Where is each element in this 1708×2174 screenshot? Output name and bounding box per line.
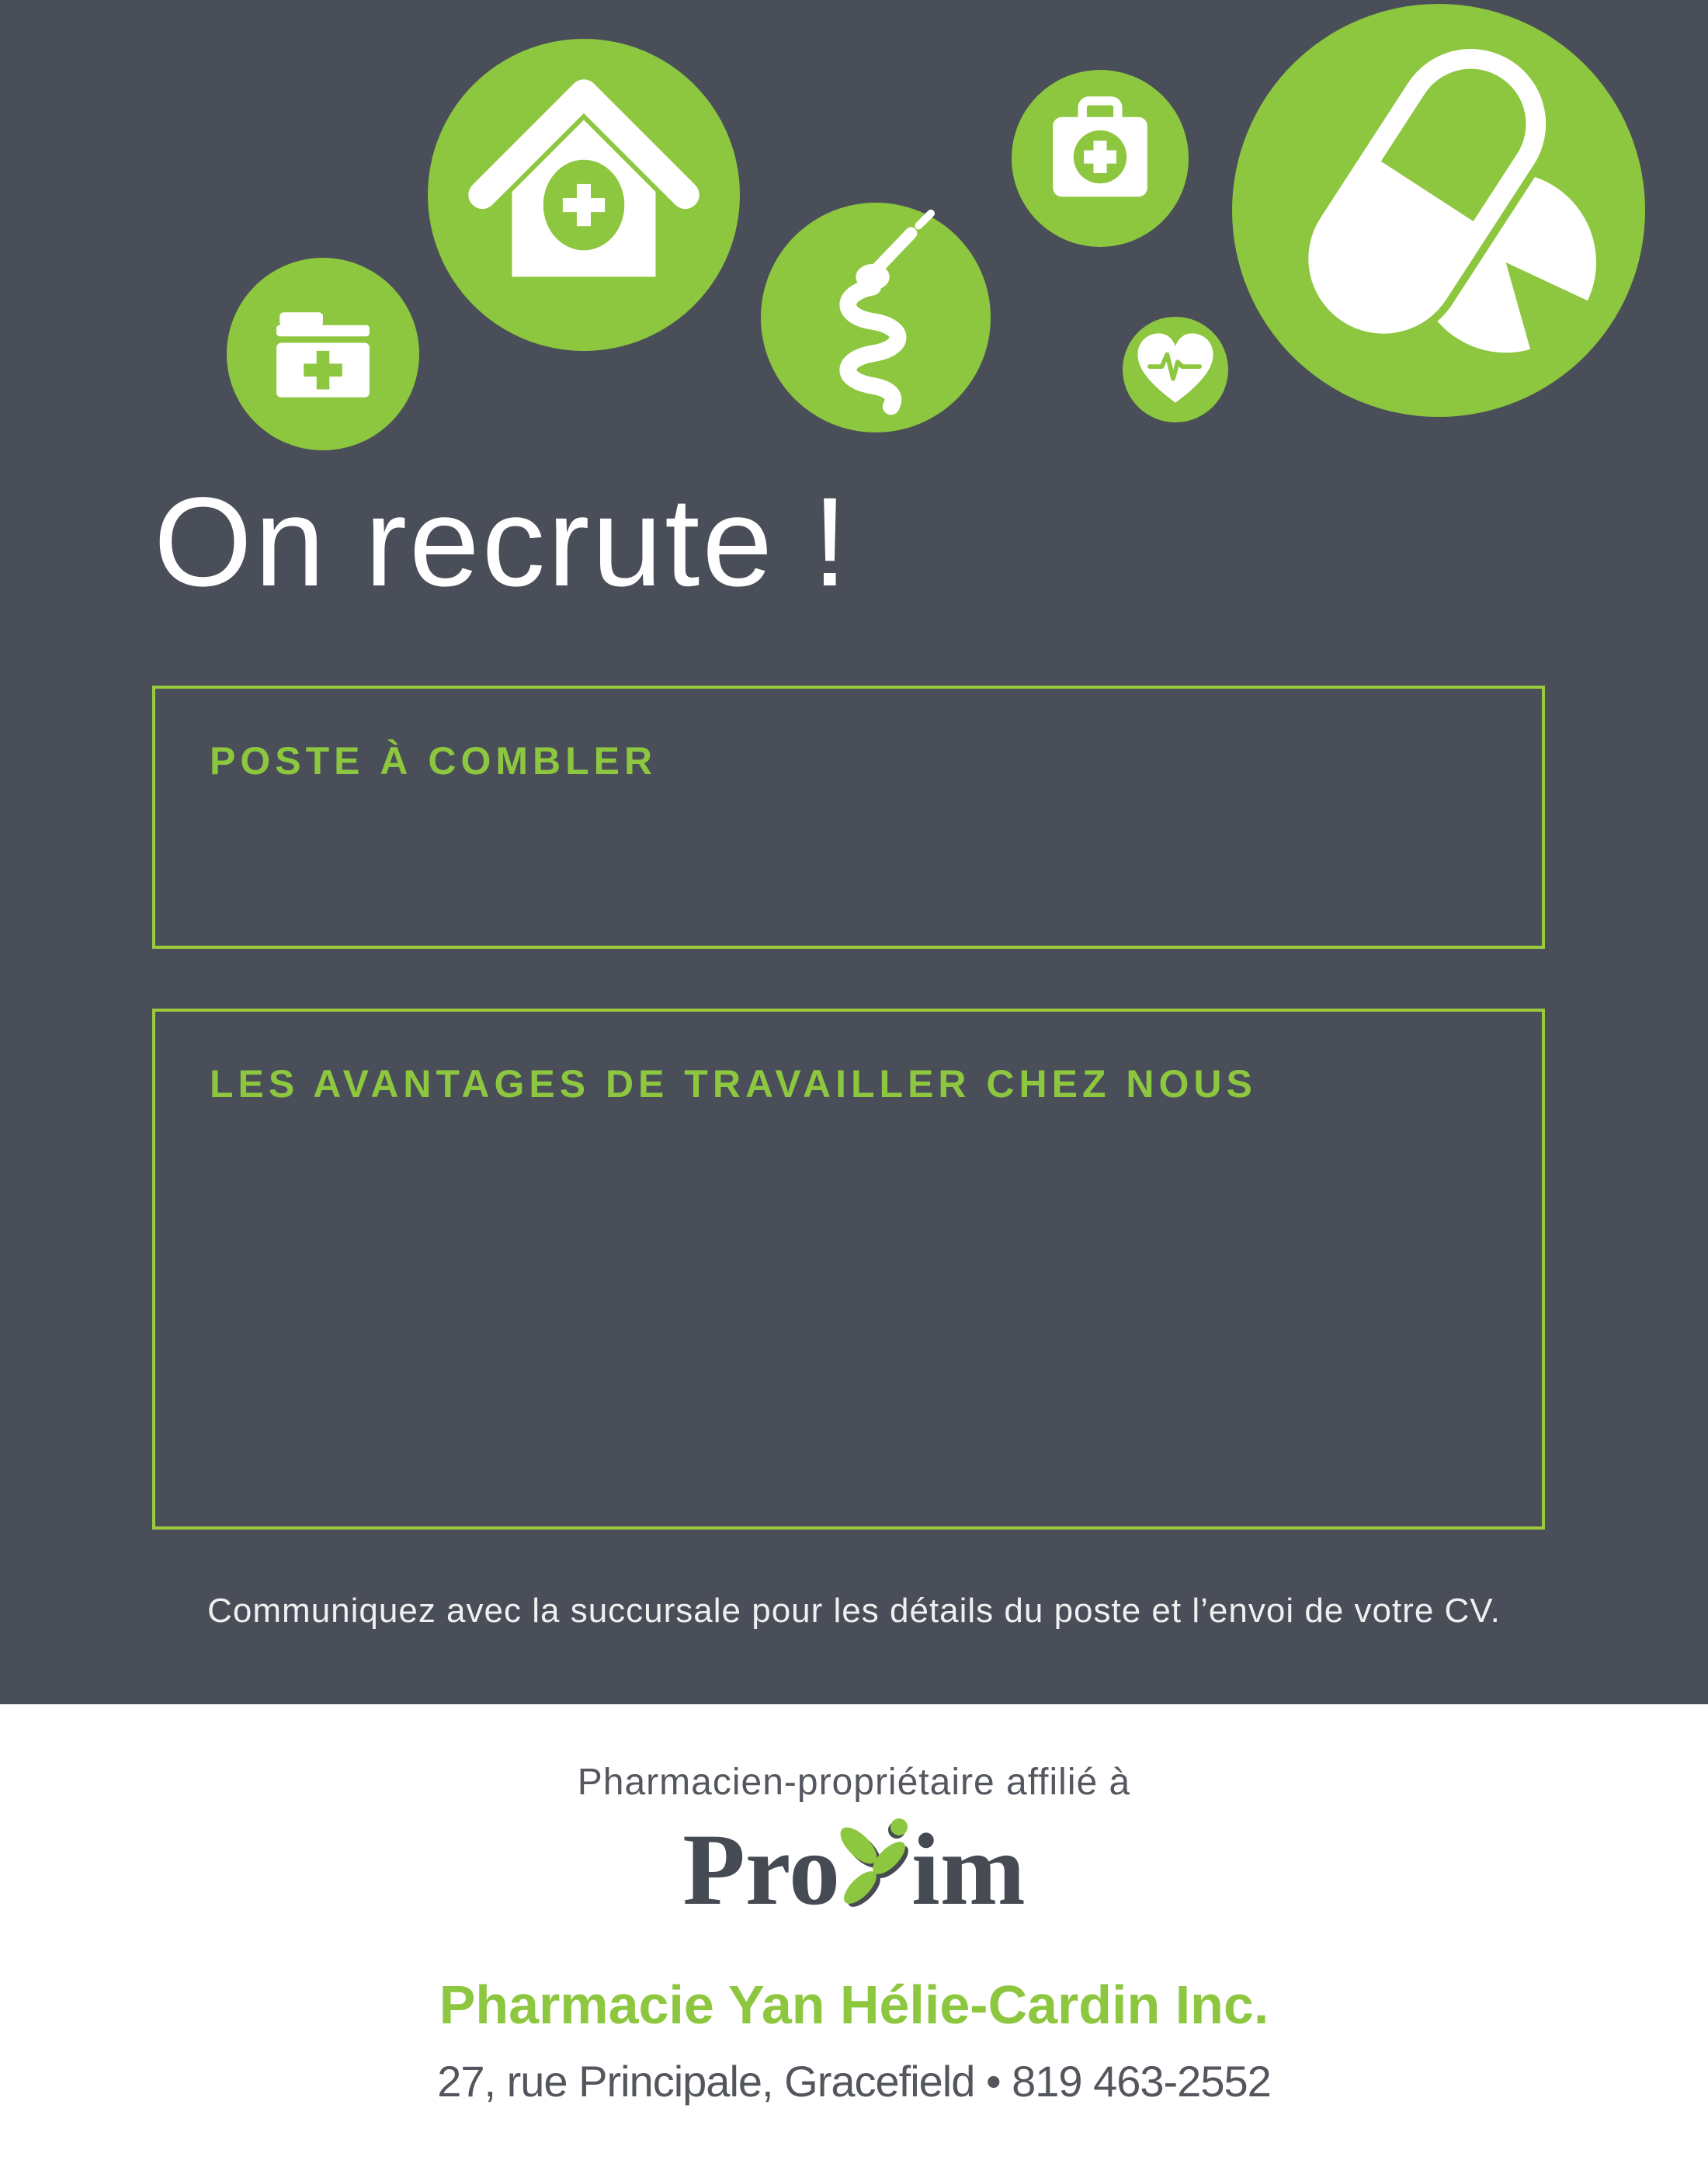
proxim-logo-im: im (911, 1812, 1026, 1926)
caduceus-icon (761, 203, 991, 432)
affiliation-line: Pharmacien-propriétaire affilié à (577, 1762, 1131, 1803)
proxim-logo (0, 1812, 1708, 1947)
position-to-fill-heading: POSTE À COMBLER (210, 739, 658, 783)
pharmacy-name: Pharmacie Yan Hélie-Cardin Inc. (439, 1974, 1269, 2035)
contact-note: Communiquez avec la succursale pour les détails du poste et l’envoi de votre CV. (207, 1592, 1501, 1630)
proxim-logo-pro: Pro (682, 1812, 841, 1926)
poster-title: On recrute ! (154, 471, 850, 613)
pharmacy-address-phone: 27, rue Principale, Gracefield • 819 463-2552 (437, 2057, 1271, 2106)
advantages-box (152, 1009, 1545, 1530)
capsule-pill-icon (1232, 4, 1645, 417)
advantages-heading: LES AVANTAGES DE TRAVAILLER CHEZ NOUS (210, 1062, 1257, 1106)
folder-plus-icon (227, 258, 419, 450)
position-to-fill-box (152, 686, 1545, 949)
medical-house-icon (428, 39, 740, 351)
proxim-x-leaves-icon (837, 1804, 915, 1922)
first-aid-kit-icon (1012, 70, 1189, 247)
heart-pulse-icon (1123, 317, 1228, 422)
